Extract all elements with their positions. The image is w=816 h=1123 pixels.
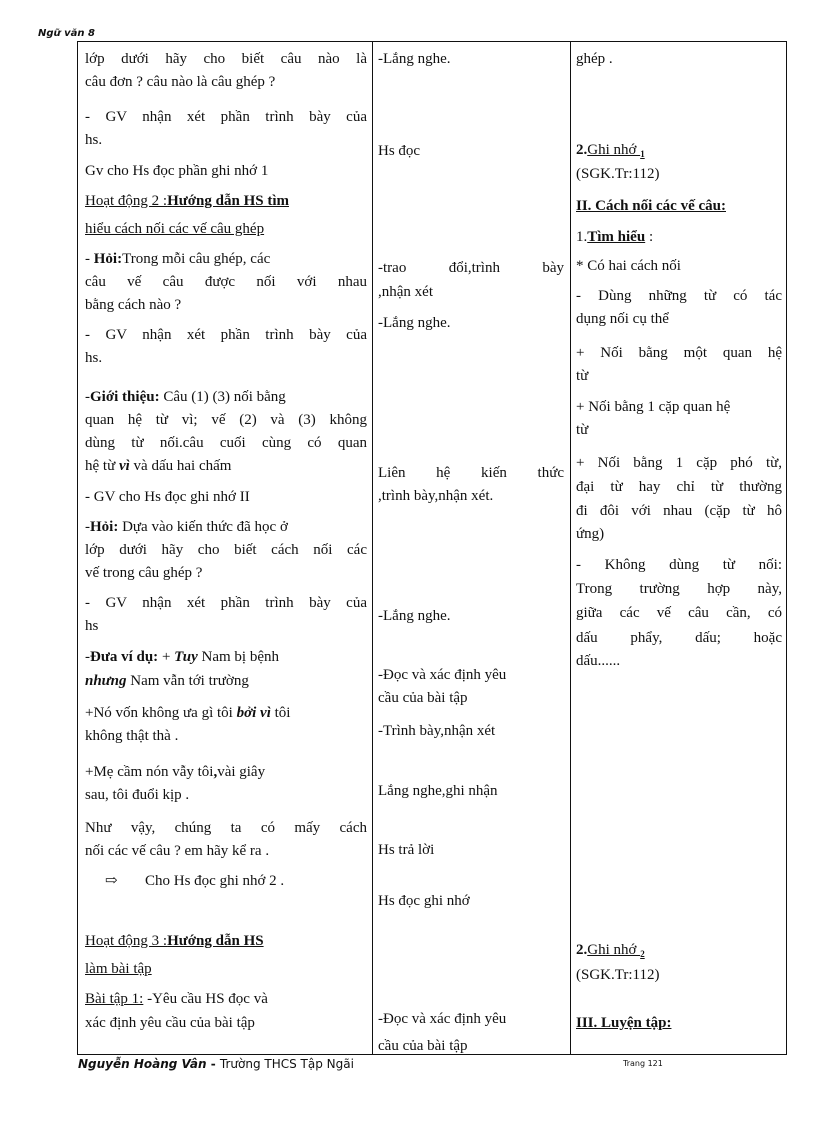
c2-line: -Đọc và xác định yêu	[378, 1011, 507, 1027]
c3-line: đi đôi với nhau (cặp từ hô	[576, 503, 782, 519]
c3-line: dấu......	[576, 653, 621, 669]
author-name: Nguyễn Hoàng Vân	[78, 1057, 207, 1071]
c3-line: + Nối bằng 1 cặp phó từ,	[576, 455, 782, 471]
activity-2-label: Hoạt động 2 :	[85, 193, 168, 209]
c3-line: (SGK.Tr:112)	[576, 166, 660, 182]
c1-line: vế trong câu ghép ?	[85, 565, 203, 581]
c1-line: - GV nhận xét phần trình bày của	[85, 595, 367, 611]
c3-text: :	[645, 229, 654, 245]
c2-line: -Đọc và xác định yêu	[378, 667, 507, 683]
example-label: Đưa ví dụ:	[90, 649, 159, 665]
emphasis: nhưng	[85, 673, 127, 689]
c2-line: -Trình bày,nhận xét	[378, 723, 496, 739]
c1-text: Trong mỗi câu ghép, các	[122, 251, 271, 267]
c1-text: ,	[213, 764, 218, 780]
c1-text: Yêu cầu HS đọc và	[152, 991, 268, 1007]
subsection-heading	[576, 226, 782, 248]
section-3-heading: III. Luyện tập:	[576, 1015, 672, 1031]
c1-line	[85, 455, 367, 477]
lesson-table	[77, 41, 787, 1055]
c1-text: Dựa vào kiến thức đã học ở	[118, 519, 288, 535]
question-label: Hỏi:	[93, 251, 123, 267]
content-column	[571, 42, 787, 1055]
c3-line: Trong trường hợp này,	[576, 581, 782, 597]
c1-text: +Nó vốn không ưa gì tôi	[85, 705, 237, 721]
c1-line: câu đơn ? câu nào là câu ghép ?	[85, 74, 276, 90]
c3-line: - Dùng những từ có tác	[576, 288, 782, 304]
memo-1-heading	[576, 139, 782, 165]
c3-line: (SGK.Tr:112)	[576, 967, 660, 983]
c1-line	[85, 516, 367, 538]
c1-text: +	[158, 649, 175, 665]
c1-text: -	[85, 649, 90, 665]
intro-label: Giới thiệu:	[90, 389, 160, 405]
memo-label: Ghi nhớ	[587, 142, 641, 158]
memo-2-heading	[576, 939, 782, 965]
c2-line: Hs đọc ghi nhớ	[378, 893, 470, 909]
c1-line: dùng từ nối.câu cuối cùng có quan	[85, 435, 367, 451]
c1-line: Gv cho Hs đọc phần ghi nhớ 1	[85, 163, 269, 179]
c2-line: -Lắng nghe.	[378, 315, 451, 331]
c1-text: -	[85, 389, 90, 405]
c3-line: đại từ hay chỉ từ thường	[576, 479, 782, 495]
c1-line	[85, 646, 367, 668]
c2-line: cầu của bài tập	[378, 690, 468, 706]
c1-text: -	[85, 519, 90, 535]
c1-line: - GV cho Hs đọc ghi nhớ II	[85, 489, 250, 505]
teacher-activity-column	[78, 42, 373, 1055]
header-subject: Ngữ văn 8	[38, 28, 95, 39]
question-label: Hỏi:	[90, 519, 119, 535]
c2-line: Liên hệ kiến thức	[378, 465, 564, 481]
footer-dash: -	[206, 1057, 220, 1071]
c2-line: -Lắng nghe.	[378, 51, 451, 67]
c3-line: giữa các vế câu cần, có	[576, 605, 782, 621]
c1-text: Nam vẫn tới trường	[126, 673, 249, 689]
c1-line: - GV nhận xét phần trình bày của	[85, 327, 367, 343]
c3-line: - Không dùng từ nối:	[576, 557, 782, 573]
activity-3-title: Hướng dẫn HS	[167, 933, 264, 949]
emphasis: Tuy	[174, 649, 198, 665]
c1-line: xác định yêu cầu của bài tập	[85, 1015, 255, 1031]
school-name: Trường THCS Tập Ngãi	[219, 1057, 354, 1071]
c1-text: Nam bị bệnh	[197, 649, 279, 665]
c3-line: ứng)	[576, 526, 605, 542]
c3-line: dấu phẩy, dấu; hoặc	[576, 630, 782, 646]
memo-label: Ghi nhớ	[587, 942, 641, 958]
c2-line: Hs trả lời	[378, 842, 435, 858]
arrow-icon: ⇨	[105, 873, 118, 889]
c2-line: ,nhận xét	[378, 284, 433, 300]
activity-2-title-cont: hiểu cách nối các vế câu ghép	[85, 221, 265, 237]
c1-text: -	[143, 991, 153, 1007]
c1-line	[85, 670, 367, 692]
c1-text: vài giây	[217, 764, 266, 780]
c1-text: -	[85, 251, 94, 267]
c1-text: tôi	[270, 705, 291, 721]
student-activity-column	[373, 42, 571, 1055]
c1-text: +Mẹ cầm nón vẫy tôi	[85, 764, 214, 780]
c1-line: câu vế câu được nối với nhau	[85, 274, 367, 290]
c1-line: hs.	[85, 132, 103, 148]
subsection-label: Tìm hiểu	[587, 229, 646, 245]
exercise-1-label: Bài tập 1:	[85, 991, 144, 1007]
c3-line: + Nối bằng một quan hệ	[576, 345, 782, 361]
activity-3-title-cont: làm bài tập	[85, 961, 152, 977]
c1-text: Cho Hs đọc ghi nhớ 2 .	[145, 873, 285, 889]
c1-line	[85, 702, 367, 724]
c1-line: hs.	[85, 350, 103, 366]
c2-line: ,trình bày,nhận xét.	[378, 488, 494, 504]
c2-line: -Lắng nghe.	[378, 608, 451, 624]
c3-line: ghép .	[576, 51, 613, 67]
c3-line: từ	[576, 422, 589, 438]
memo-index: 2	[640, 949, 645, 959]
c1-line	[85, 386, 367, 408]
c3-line: * Có hai cách nối	[576, 258, 681, 274]
c1-line: bằng cách nào ?	[85, 297, 182, 313]
c3-line: dụng nối cụ thể	[576, 311, 669, 327]
c2-line: Lắng nghe,ghi nhận	[378, 783, 498, 799]
section-2-heading: II. Cách nối các vế câu:	[576, 198, 726, 214]
c1-line: quan hệ từ vì; vế (2) và (3) không	[85, 412, 367, 428]
c3-line: từ	[576, 368, 589, 384]
emphasis: bởi vì	[236, 705, 271, 721]
c1-line: Như vậy, chúng ta có mấy cách	[85, 820, 367, 836]
activity-2-heading	[85, 190, 367, 212]
c1-text: Câu (1) (3) nối bằng	[159, 389, 286, 405]
c1-line: lớp dưới hãy cho biết câu nào là	[85, 51, 367, 67]
c2-line: Hs đọc	[378, 143, 421, 159]
c2-line: -trao đổi,trình bày	[378, 260, 564, 276]
footer	[78, 1057, 354, 1071]
activity-3-heading	[85, 930, 367, 952]
page-number: Trang 121	[623, 1059, 663, 1068]
memo-number: 2.	[576, 142, 588, 158]
c3-text: 1.	[576, 229, 588, 245]
c1-line: - GV nhận xét phần trình bày của	[85, 109, 367, 125]
c1-line	[85, 761, 367, 783]
c1-line: hs	[85, 618, 99, 634]
c1-text: và dấu hai chấm	[129, 458, 232, 474]
activity-2-title: Hướng dẫn HS tìm	[167, 193, 289, 209]
c1-line: nối các vế câu ? em hãy kể ra .	[85, 843, 270, 859]
c1-line: không thật thà .	[85, 728, 179, 744]
memo-index: 1	[640, 149, 645, 159]
c3-line: + Nối bằng 1 cặp quan hệ	[576, 399, 731, 415]
activity-3-label: Hoạt động 3 :	[85, 933, 168, 949]
c1-line	[85, 248, 367, 270]
c1-text: hệ từ	[85, 458, 119, 474]
c1-line	[85, 870, 367, 892]
c2-line: cầu của bài tập	[378, 1038, 468, 1054]
emphasis: vì	[118, 458, 130, 474]
memo-number: 2.	[576, 942, 588, 958]
exercise-1-line	[85, 988, 367, 1010]
c1-line: sau, tôi đuổi kịp .	[85, 787, 190, 803]
c1-line: lớp dưới hãy cho biết cách nối các	[85, 542, 367, 558]
